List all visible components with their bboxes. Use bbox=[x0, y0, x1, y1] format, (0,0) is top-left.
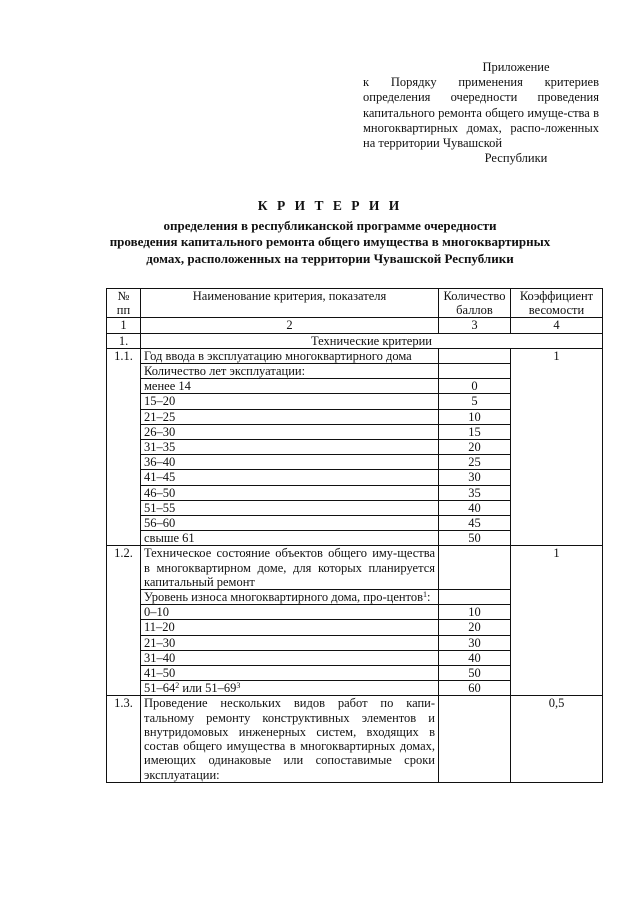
value-label: 21–25 bbox=[141, 409, 439, 424]
value-points: 30 bbox=[439, 470, 511, 485]
section-num: 1. bbox=[107, 333, 141, 348]
footnote-mark-1: 1 bbox=[423, 590, 428, 600]
value-label: 46–50 bbox=[141, 485, 439, 500]
colnum-4: 4 bbox=[511, 318, 603, 333]
value-label: менее 14 bbox=[141, 379, 439, 394]
column-numbers-row bbox=[107, 318, 603, 333]
value-label: 0–10 bbox=[141, 605, 439, 620]
value-points: 25 bbox=[439, 455, 511, 470]
value-points: 50 bbox=[439, 531, 511, 546]
value-points: 50 bbox=[439, 666, 511, 681]
criterion-1-2-title: Техническое состояние объектов общего иму-щества в многоквартирном доме, для которых планируется капитальный ремонт bbox=[141, 546, 439, 590]
value-label: 36–40 bbox=[141, 455, 439, 470]
value-points: 60 bbox=[439, 681, 511, 696]
colnum-1: 1 bbox=[107, 318, 141, 333]
range-a: 51–64 bbox=[144, 681, 176, 696]
colnum-3: 3 bbox=[439, 318, 511, 333]
criterion-1-1-subheader: Количество лет эксплуатации: bbox=[141, 364, 439, 379]
section-title: Технические критерии bbox=[141, 333, 603, 348]
colnum-2: 2 bbox=[141, 318, 439, 333]
criteria-table bbox=[106, 288, 603, 783]
document-heading bbox=[70, 198, 590, 267]
value-label: 15–20 bbox=[141, 394, 439, 409]
heading-title: К Р И Т Е Р И И bbox=[257, 198, 403, 213]
criterion-1-3-points-empty bbox=[439, 696, 511, 782]
appendix-title: Приложение bbox=[482, 60, 550, 74]
value-points: 40 bbox=[439, 650, 511, 665]
heading-line-1: определения в республиканской программе очередности bbox=[163, 217, 497, 233]
value-label: 11–20 bbox=[141, 620, 439, 635]
value-label: 26–30 bbox=[141, 424, 439, 439]
section-row bbox=[107, 333, 603, 348]
criterion-1-2-row bbox=[107, 546, 603, 590]
header-num: № пп bbox=[107, 289, 141, 318]
value-label: 41–50 bbox=[141, 666, 439, 681]
criterion-1-1-subheader-points bbox=[439, 364, 511, 379]
header-points: Количество баллов bbox=[439, 289, 511, 318]
value-label: 56–60 bbox=[141, 516, 439, 531]
subheader-text: Уровень износа многоквартирного дома, про-центов bbox=[144, 590, 424, 605]
appendix-block bbox=[363, 60, 599, 166]
value-label: 31–35 bbox=[141, 440, 439, 455]
criterion-1-2-num: 1.2. bbox=[107, 546, 141, 696]
value-label: 41–45 bbox=[141, 470, 439, 485]
value-label: свыше 61 bbox=[141, 531, 439, 546]
value-label: 31–40 bbox=[141, 650, 439, 665]
value-points: 40 bbox=[439, 500, 511, 515]
header-row bbox=[107, 289, 603, 318]
value-points: 10 bbox=[439, 605, 511, 620]
value-points: 35 bbox=[439, 485, 511, 500]
value-points: 20 bbox=[439, 620, 511, 635]
header-coef: Коэффициент весомости bbox=[511, 289, 603, 318]
value-points: 10 bbox=[439, 409, 511, 424]
criterion-1-1-num: 1.1. bbox=[107, 348, 141, 546]
subheader-tail: : bbox=[427, 590, 431, 605]
criterion-1-2-coef: 1 bbox=[511, 546, 603, 696]
criterion-1-3-title: Проведение нескольких видов работ по капи-тальному ремонту конструктивных элементов и внутридомовых инженерных систем, входящих в состав общего имущества в многоквартирных домах, имеющих одинаковые или сопоставимые сроки эксплуатации: bbox=[141, 696, 439, 782]
value-label bbox=[141, 681, 439, 696]
appendix-body: к Порядку применения критериев определения очередности проведения капитального ремонта общего имуще-ства в многоквартирных домах, распо-ложенных на территории Чувашской bbox=[363, 75, 599, 151]
criterion-1-3-coef: 0,5 bbox=[511, 696, 603, 782]
criterion-1-1-row bbox=[107, 348, 603, 363]
criterion-1-2-points-empty bbox=[439, 546, 511, 590]
criterion-1-2-subheader-points bbox=[439, 590, 511, 605]
value-points: 20 bbox=[439, 440, 511, 455]
value-points: 30 bbox=[439, 635, 511, 650]
range-b: или 51–69 bbox=[179, 681, 237, 696]
heading-line-3: домах, расположенных на территории Чувашской Республики bbox=[146, 250, 514, 266]
value-label: 51–55 bbox=[141, 500, 439, 515]
footnote-mark-3: 3 bbox=[236, 681, 241, 691]
criterion-1-1-coef: 1 bbox=[511, 348, 603, 546]
appendix-last-line: Республики bbox=[484, 151, 548, 166]
criterion-1-1-points-empty bbox=[439, 348, 511, 363]
criterion-1-2-subheader bbox=[141, 590, 439, 605]
criterion-1-1-title: Год ввода в эксплуатацию многоквартирного дома bbox=[141, 348, 439, 363]
value-points: 0 bbox=[439, 379, 511, 394]
footnote-mark-2: 2 bbox=[175, 681, 180, 691]
value-points: 5 bbox=[439, 394, 511, 409]
criterion-1-3-num: 1.3. bbox=[107, 696, 141, 782]
value-points: 45 bbox=[439, 516, 511, 531]
heading-line-2: проведения капитального ремонта общего имущества в многоквартирных bbox=[109, 234, 551, 249]
criterion-1-3-row bbox=[107, 696, 603, 782]
header-name: Наименование критерия, показателя bbox=[141, 289, 439, 318]
value-points: 15 bbox=[439, 424, 511, 439]
value-label: 21–30 bbox=[141, 635, 439, 650]
